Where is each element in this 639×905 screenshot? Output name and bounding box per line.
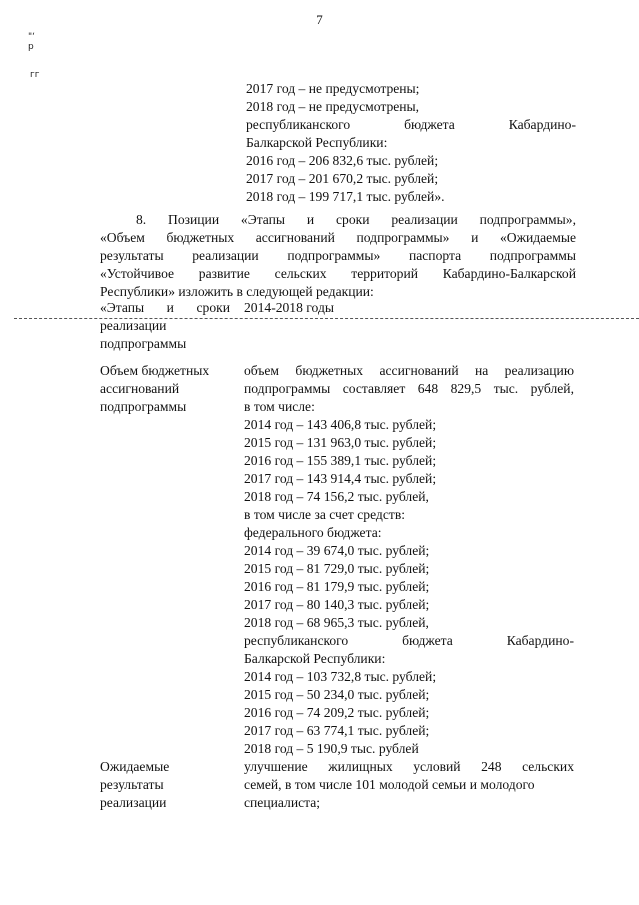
value-line: федерального бюджета:	[244, 525, 382, 540]
label-line: ассигнований	[100, 381, 180, 396]
label-line: реализации	[100, 318, 167, 333]
row-label-stages	[100, 299, 230, 353]
paragraph-line: «Объем бюджетных ассигнований подпрограммы» и «Ожидаемые	[100, 230, 576, 245]
value-line: 2015 год – 50 234,0 тыс. рублей;	[244, 687, 430, 702]
paragraph-line: 8. Позиции «Этапы и сроки реализации подпрограммы»,	[136, 212, 576, 227]
text-line: 2018 год – не предусмотрены,	[246, 99, 420, 114]
value-line: 2014 год – 39 674,0 тыс. рублей;	[244, 543, 430, 558]
value-line: республиканского бюджета Кабардино-	[244, 633, 574, 648]
scan-mark: гг	[30, 70, 40, 80]
value-line: 2016 год – 81 179,9 тыс. рублей;	[244, 579, 430, 594]
label-line: подпрограммы	[100, 399, 187, 414]
text-line: республиканского бюджета Кабардино-	[246, 117, 576, 132]
value-line: 2017 год – 143 914,4 тыс. рублей;	[244, 471, 437, 486]
label-line: Ожидаемые	[100, 759, 170, 774]
value-line: 2016 год – 74 209,2 тыс. рублей;	[244, 705, 430, 720]
row-value-budget	[244, 362, 574, 758]
text-line: 2017 год – не предусмотрены;	[246, 81, 420, 96]
label-line: Объем бюджетных	[100, 363, 210, 378]
value-line: 2018 год – 68 965,3 тыс. рублей,	[244, 615, 429, 630]
label-line: результаты	[100, 777, 164, 792]
paragraph-line: результаты реализации подпрограммы» паспорта подпрограммы	[100, 248, 576, 263]
label-line: подпрограммы	[100, 336, 187, 351]
value-line: 2017 год – 80 140,3 тыс. рублей;	[244, 597, 430, 612]
value-line: 2016 год – 155 389,1 тыс. рублей;	[244, 453, 437, 468]
paragraph-line: «Устойчивое развитие сельских территорий Кабардино-Балкарской	[100, 266, 576, 281]
paragraph-line: Республики» изложить в следующей редакции:	[100, 284, 374, 299]
label-line: «Этапы и сроки	[100, 300, 230, 315]
page-number: 7	[316, 12, 323, 27]
row-value-stages	[244, 299, 574, 317]
value-line: 2015 год – 81 729,0 тыс. рублей;	[244, 561, 430, 576]
value-line: 2018 год – 5 190,9 тыс. рублей	[244, 741, 419, 756]
value-line: подпрограммы составляет 648 829,5 тыс. рублей,	[244, 381, 574, 396]
scan-margin	[0, 0, 40, 905]
text-line: 2016 год – 206 832,6 тыс. рублей;	[246, 153, 439, 168]
value-line: Балкарской Республики:	[244, 651, 386, 666]
value-line: 2014 год – 143 406,8 тыс. рублей;	[244, 417, 437, 432]
value-line: в том числе:	[244, 399, 315, 414]
text-line: Балкарской Республики:	[246, 135, 388, 150]
scan-mark: "‘ р	[28, 32, 36, 52]
value-line: специалиста;	[244, 795, 321, 810]
row-label-results	[100, 758, 230, 812]
text-line: 2017 год – 201 670,2 тыс. рублей;	[246, 171, 439, 186]
value-line: 2014-2018 годы	[244, 300, 334, 315]
label-line: реализации	[100, 795, 167, 810]
row-label-budget	[100, 362, 230, 416]
value-line: 2014 год – 103 732,8 тыс. рублей;	[244, 669, 437, 684]
scan-fold-line	[14, 318, 639, 319]
value-line: в том числе за счет средств:	[244, 507, 406, 522]
text-line: 2018 год – 199 717,1 тыс. рублей».	[246, 189, 445, 204]
value-line: объем бюджетных ассигнований на реализацию	[244, 363, 574, 378]
row-value-results	[244, 758, 574, 812]
value-line: 2017 год – 63 774,1 тыс. рублей;	[244, 723, 430, 738]
value-line: 2015 год – 131 963,0 тыс. рублей;	[244, 435, 437, 450]
value-line: 2018 год – 74 156,2 тыс. рублей,	[244, 489, 429, 504]
value-line: улучшение жилищных условий 248 сельских	[244, 759, 574, 774]
value-line: семей, в том числе 101 молодой семьи и молодого	[244, 777, 535, 792]
